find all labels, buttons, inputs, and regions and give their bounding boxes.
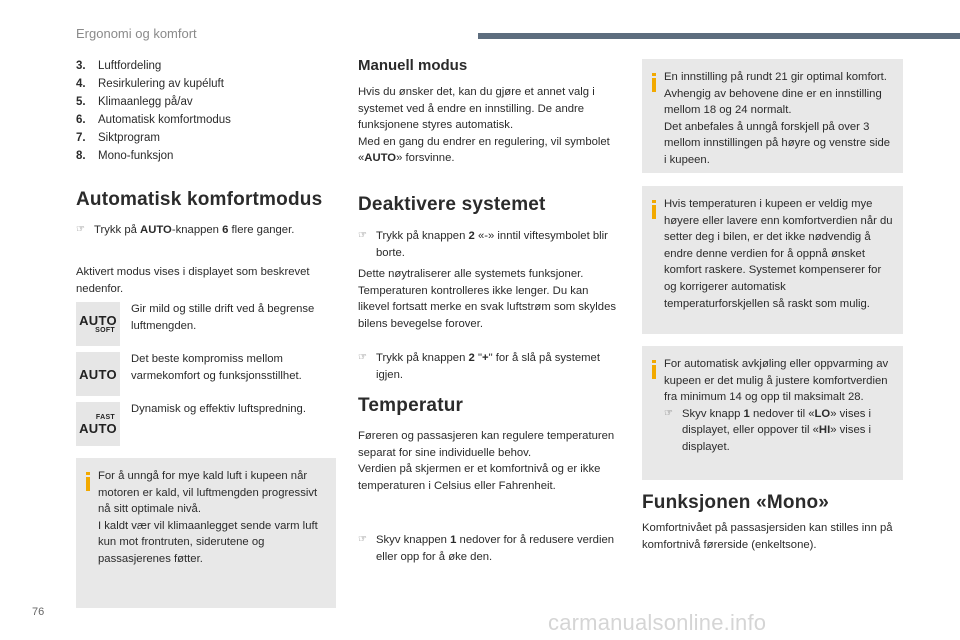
- info-box-cold-engine: [76, 458, 336, 608]
- list-item: 5. Klimaanlegg på/av: [76, 96, 193, 108]
- mode-description: Gir mild og stille drift ved å begrense luftmengden.: [131, 303, 315, 332]
- list-item: 3. Luftfordeling: [76, 60, 162, 72]
- manual-para: Hvis du ønsker det, kan du gjøre et annet valg i systemet ved å endre en innstilling. De andre funksjonene styres automatisk. Med en gang du endrer en regulering, vil symbolet «AUTO» forsvinne.: [358, 86, 610, 165]
- info-text: En innstilling på rundt 21 gir optimal komfort. Avhengig av behovene dine er en innstilling mellom 18 og 24 normalt. Det anbefales å unngå forskjell på over 3 mellom innstillingen på høyre og venstre side i kupeen.: [664, 71, 891, 166]
- deactivate-para: Dette nøytraliserer alle systemets funksjoner. Temperaturen kontrolleres ikke lenger. Du kan likevel fortsatt merke en svak luftstrøm som skyldes bilens bevegelse forover.: [358, 268, 617, 330]
- mono-para: Komfortnivået på passasjersiden kan stilles inn på komfortnivå førerside (enkeltsone).: [642, 522, 893, 551]
- info-icon: [650, 196, 664, 324]
- temperature-bullet: ☞ Skyv knappen 1 nedover for å redusere verdien eller opp for å øke den.: [358, 532, 616, 565]
- info-icon: [650, 69, 664, 163]
- info-icon: [650, 356, 664, 470]
- info-text: Hvis temperaturen i kupeen er veldig mye høyere eller lavere enn komfortverdien når du setter deg i bilen, er det ikke nødvendig å endre denne verdien for å oppnå ønsket komfort raskere. Systemet kompenserer for og korrigerer automatisk temperaturforskjellen så raskt som mulig.: [664, 198, 893, 310]
- info-text: For automatisk avkjøling eller oppvarming av kupeen er det mulig å justere komfortverdien fra minimum 14 og opp til maksimalt 28. ☞ Skyv knapp 1 nedover til «LO» vises i displayet, eller oppover til «HI» vises i displayet.: [664, 356, 893, 470]
- auto-para: Aktivert modus vises i displayet som beskrevet nedenfor.: [76, 266, 310, 295]
- mode-row-normal: [76, 352, 336, 396]
- header-bar: [478, 33, 960, 39]
- deactivate-bullet-1: ☞ Trykk på knappen 2 «-» inntil viftesymbolet blir borte.: [358, 228, 616, 261]
- temperature-heading: Temperatur: [358, 395, 464, 416]
- mode-row-soft: [76, 302, 336, 346]
- manual-mode-heading: Manuell modus: [358, 57, 468, 74]
- numbered-list: [76, 57, 231, 165]
- mode-description: Dynamisk og effektiv luftspredning.: [131, 403, 306, 415]
- pointing-hand-icon: ☞: [76, 224, 85, 235]
- auto-fast-icon: FAST AUTO: [76, 402, 120, 446]
- auto-bullet: ☞ Trykk på AUTO-knappen 6 flere ganger.: [76, 222, 336, 239]
- auto-icon: AUTO: [76, 352, 120, 396]
- section-header-title: Ergonomi og komfort: [76, 26, 197, 41]
- deactivate-bullet-2: ☞ Trykk på knappen 2 "+" for å slå på systemet igjen.: [358, 350, 616, 383]
- watermark: carmanualsonline.info: [548, 610, 767, 635]
- info-text: For å unngå for mye kald luft i kupeen når motoren er kald, vil luftmengden progressivt nå sitt optimale nivå. I kaldt vær vil klimaanlegget sende varm luft kun mot frontruten, siderutene og passasjerenes føtter.: [98, 470, 318, 565]
- list-item: 8. Mono-funksjon: [76, 150, 174, 162]
- pointing-hand-icon: ☞: [358, 230, 367, 241]
- list-item: 6. Automatisk komfortmodus: [76, 114, 231, 126]
- page-number: 76: [32, 606, 45, 618]
- pointing-hand-icon: ☞: [358, 534, 367, 545]
- info-box-cooling: [642, 346, 903, 480]
- mode-row-fast: [76, 402, 336, 446]
- info-icon: [84, 468, 98, 598]
- auto-soft-icon: AUTO SOFT: [76, 302, 120, 346]
- pointing-hand-icon: ☞: [664, 407, 673, 419]
- info-box-temperature-diff: [642, 186, 903, 334]
- list-item: 4. Resirkulering av kupéluft: [76, 78, 224, 90]
- auto-comfort-heading: Automatisk komfortmodus: [76, 189, 323, 210]
- mode-description: Det beste kompromiss mellom varmekomfort og funksjonsstillhet.: [131, 353, 302, 382]
- temperature-para: Føreren og passasjeren kan regulere temperaturen separat for sine individuelle behov. Verdien på skjermen er et komfortnivå og er ikke temperaturen i Celsius eller Fahrenheit.: [358, 430, 615, 492]
- deactivate-heading: Deaktivere systemet: [358, 194, 546, 215]
- list-item: 7. Siktprogram: [76, 132, 160, 144]
- mono-heading: Funksjonen «Mono»: [642, 492, 830, 513]
- pointing-hand-icon: ☞: [358, 352, 367, 363]
- cooling-bullet: ☞ Skyv knapp 1 nedover til «LO» vises i displayet, eller oppover til «HI» vises i displayet.: [664, 406, 893, 456]
- info-box-optimal-setting: [642, 59, 903, 173]
